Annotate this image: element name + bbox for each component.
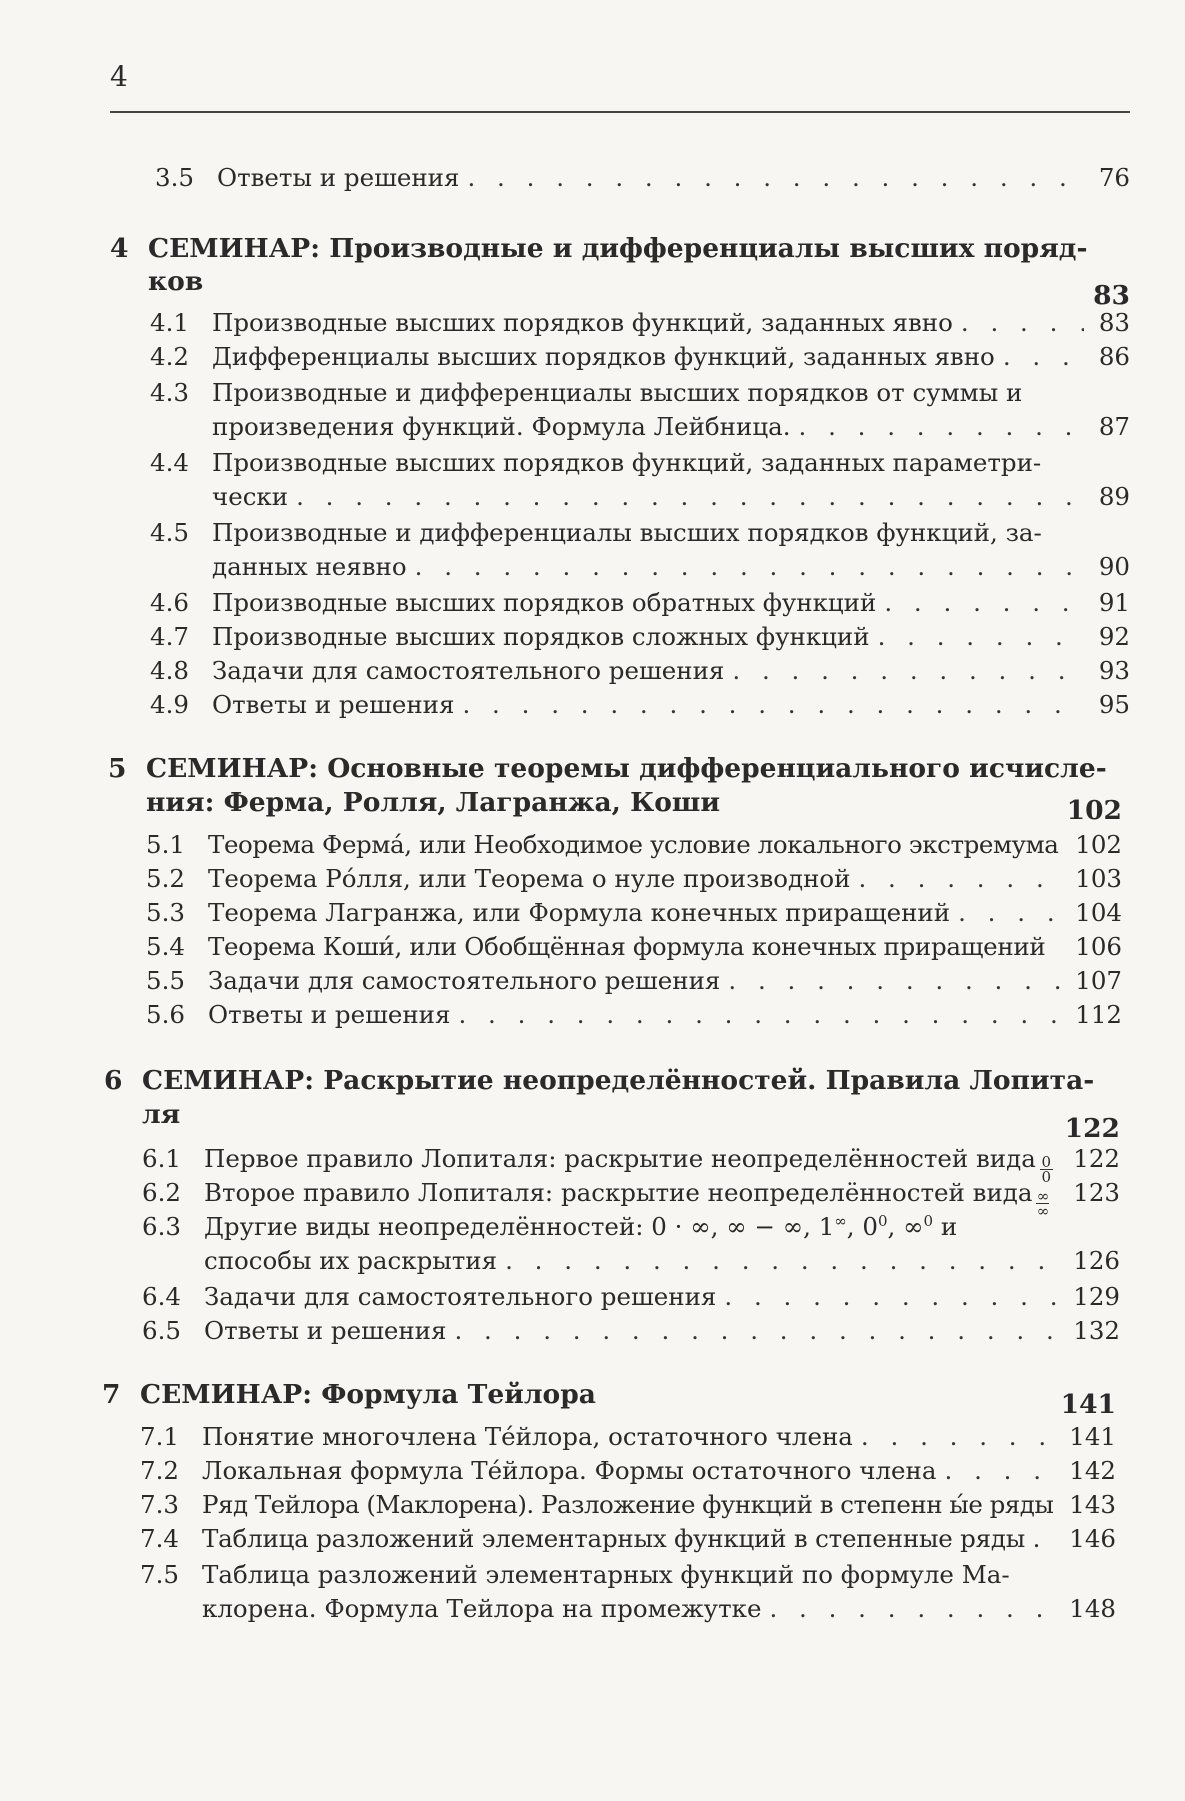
section-number: 4.6 [150,588,189,617]
toc-entry-4-5-line2[interactable] [212,550,1130,584]
chapter-title-cont: ния: Ферма, Ролля, Лагранжа, Коши [146,787,721,818]
section-number: 5.6 [146,1000,185,1029]
toc-entry-4-8[interactable] [150,654,1130,688]
page-ref: 122 [1073,1144,1120,1173]
toc-entry-6-3-line2[interactable] [204,1244,1120,1278]
page-ref: 141 [1069,1422,1116,1451]
section-title: Задачи для самостоятельного решения [204,1282,717,1311]
toc-entry-4-4-line2[interactable] [212,480,1130,514]
section-title: Другие виды неопределённостей: 0 · ∞, ∞ − ∞, 1∞, $0^0$, ∞$^0$ и [204,1211,958,1241]
dot-leader [799,410,1085,444]
section-title: Производные высших порядков обратных функций [212,588,877,617]
section-number: 4.2 [150,342,189,371]
toc-entry-4-9[interactable] [150,688,1130,722]
page-number: 4 [110,60,128,93]
section-number: 4.4 [150,448,189,477]
section-title: Ответы и решения [217,163,460,192]
dot-leader [1003,340,1084,374]
toc-entry-5-5[interactable] [146,964,1122,998]
dot-leader [462,688,1084,722]
section-title: Теорема Ферма́, или Необходимое условие локального экстремума [208,830,1059,859]
chapter-number: 6 [104,1065,123,1096]
dot-leader [458,998,1065,1032]
section-number: 4.5 [150,518,189,547]
page-ref: 143 [1069,1490,1116,1519]
section-title: Ответы и решения [204,1316,447,1345]
section-title: Задачи для самостоятельного решения [208,966,721,995]
section-title: Понятие многочлена Те́йлора, остаточного члена [202,1422,853,1451]
page-ref: 107 [1075,966,1122,995]
section-title: Теорема Ро́лля, или Теорема о нуле производной [208,864,851,893]
page-ref: 92 [1098,622,1130,651]
chapter-title: СЕМИНАР: Основные теоремы дифференциального исчисле- [146,753,1107,784]
section-number: 4.7 [150,622,189,651]
dot-leader [467,161,1084,195]
toc-entry-7-4[interactable] [140,1522,1116,1556]
toc-entry-7-2[interactable] [140,1454,1116,1488]
dot-leader [454,1314,1063,1348]
chapter-5-title-line1[interactable] [108,752,1107,786]
section-number: 5.4 [146,932,185,961]
page-ref: 91 [1098,588,1130,617]
toc-entry-7-3[interactable] [140,1488,1116,1522]
chapter-title-cont: ля [142,1099,181,1130]
page-ref: 87 [1098,412,1130,441]
dot-leader [958,896,1065,930]
chapter-title: СЕМИНАР: Раскрытие неопределённостей. Правила Лопита- [142,1065,1095,1096]
section-title: Производные и дифференциалы высших порядков от суммы и [212,378,1023,407]
toc-entry-3-5[interactable] [155,161,1130,195]
fraction-inf-over-inf: $\frac{\infty}{\infty}$ [1036,1187,1050,1220]
page-ref: 132 [1073,1316,1120,1345]
page-ref: 104 [1075,898,1122,927]
toc-entry-5-1[interactable] [146,828,1122,862]
toc-entry-4-4-line1[interactable] [150,446,1130,480]
section-number: 4.1 [150,308,189,337]
section-number: 7.4 [140,1524,179,1553]
page-ref: 89 [1098,482,1130,511]
section-title: Теорема Коши́, или Обобщённая формула конечных приращений [208,932,1046,961]
toc-entry-5-6[interactable] [146,998,1122,1032]
section-title: Производные высших порядков сложных функций [212,622,870,651]
section-number: 6.4 [142,1282,181,1311]
section-title: Ряд Тейлора (Маклорена). Разложение функций в степенн ы́е ряды [202,1490,1054,1519]
page-ref: 106 [1075,932,1122,961]
dot-leader [861,1420,1059,1454]
section-title: Задачи для самостоятельного решения [212,656,725,685]
toc-entry-4-3-line1[interactable] [150,376,1130,410]
toc-entry-7-1[interactable] [140,1420,1116,1454]
page-ref: 148 [1069,1594,1116,1623]
chapter-4-title-line1[interactable] [110,232,1095,266]
section-title: Теорема Лагранжа, или Формула конечных приращений [208,898,951,927]
dot-leader [878,620,1084,654]
chapter-4-title-line2[interactable] [148,265,1130,311]
section-number: 5.1 [146,830,185,859]
toc-entry-7-5-line1[interactable] [140,1558,1116,1592]
toc-entry-4-6[interactable] [150,586,1130,620]
section-number: 5.3 [146,898,185,927]
section-title: Локальная формула Те́йлора. Формы остаточного члена [202,1456,937,1485]
toc-entry-4-2[interactable] [150,340,1130,374]
page-ref: 102 [1075,830,1122,859]
page-ref: 93 [1098,656,1130,685]
page-ref: 95 [1098,690,1130,719]
dot-leader [884,586,1084,620]
page-ref: 112 [1075,1000,1122,1029]
section-number: 5.5 [146,966,185,995]
section-number: 7.2 [140,1456,179,1485]
section-number: 4.9 [150,690,189,719]
chapter-title-cont: ков [148,266,204,297]
page-ref: 90 [1098,552,1130,581]
section-number: 6.5 [142,1316,181,1345]
section-title: Производные высших порядков функций, заданных явно [212,308,953,337]
dot-leader [415,550,1084,584]
toc-entry-4-1[interactable] [150,306,1130,340]
toc-entry-5-3[interactable] [146,896,1122,930]
toc-entry-6-3-line1[interactable] [142,1210,1120,1244]
toc-entry-6-2[interactable] [142,1176,1120,1220]
dot-leader [858,862,1065,896]
section-title-cont: чески [212,482,289,511]
section-title-cont: произведения функций. Формула Лейбница. [212,412,791,441]
fraction-0-over-0: $\frac{0}{0}$ [1041,1153,1052,1186]
chapter-6-title-line1[interactable] [104,1064,1095,1098]
page-ref: 76 [1098,163,1130,192]
page-ref: 86 [1098,342,1130,371]
section-number: 6.3 [142,1212,181,1241]
section-number: 3.5 [155,163,194,192]
page-ref: 83 [1098,308,1130,337]
page-ref: 103 [1075,864,1122,893]
section-title: Таблица разложений элементарных функций в степенные ряды . [202,1524,1041,1553]
dot-leader [296,480,1084,514]
section-title-cont: способы их раскрытия [204,1246,498,1275]
section-number: 5.2 [146,864,185,893]
page-ref: 83 [1093,280,1130,311]
page-ref: 142 [1069,1456,1116,1485]
chapter-number: 5 [108,753,127,784]
chapter-title: СЕМИНАР: Производные и дифференциалы высших поряд- [148,233,1088,264]
section-number: 4.3 [150,378,189,407]
toc-entry-4-7[interactable] [150,620,1130,654]
page-ref: 102 [1066,795,1122,826]
section-number: 7.3 [140,1490,179,1519]
page-ref: 126 [1073,1246,1120,1275]
dot-leader [961,306,1084,340]
page-ref: 141 [1060,1389,1116,1420]
section-title-cont: данных неявно [212,552,407,581]
page-ref: 146 [1069,1524,1116,1553]
section-number: 6.1 [142,1144,181,1173]
toc-entry-6-4[interactable] [142,1280,1120,1314]
toc-entry-6-5[interactable] [142,1314,1120,1348]
section-title: Производные и дифференциалы высших порядков функций, за- [212,518,1042,547]
section-title-cont: клорена. Формула Тейлора на промежутке [202,1594,762,1623]
chapter-7-title[interactable] [102,1378,1116,1420]
toc-entry-5-2[interactable] [146,862,1122,896]
toc-entry-4-3-line2[interactable] [212,410,1130,444]
chapter-6-title-line2[interactable] [142,1098,1120,1144]
dot-leader [732,654,1084,688]
section-number: 7.1 [140,1422,179,1451]
page-ref: 129 [1073,1282,1120,1311]
toc-entry-4-5-line1[interactable] [150,516,1130,550]
chapter-number: 4 [110,233,129,264]
section-number: 4.8 [150,656,189,685]
section-title: Таблица разложений элементарных функций по формуле Ма- [202,1560,1010,1589]
toc-entry-5-4[interactable] [146,930,1122,964]
toc-entry-7-5-line2[interactable] [202,1592,1116,1626]
toc-entry-6-1[interactable] [142,1142,1120,1186]
section-title: Первое правило Лопиталя: раскрытие неопределённостей вида [204,1144,1036,1173]
section-title: Ответы и решения [208,1000,451,1029]
page-ref: 123 [1073,1178,1120,1207]
page-ref: 122 [1064,1113,1120,1144]
dot-leader [724,1280,1063,1314]
chapter-number: 7 [102,1379,121,1410]
section-title: Ответы и решения [212,690,455,719]
dot-leader [769,1592,1059,1626]
section-title: Производные высших порядков функций, заданных параметри- [212,448,1042,477]
dot-leader [728,964,1065,998]
section-title: Дифференциалы высших порядков функций, заданных явно [212,342,995,371]
dot-leader [505,1244,1063,1278]
section-title: Второе правило Лопиталя: раскрытие неопределённостей вида [204,1178,1033,1207]
section-number: 6.2 [142,1178,181,1207]
section-number: 7.5 [140,1560,179,1589]
dot-leader [945,1454,1060,1488]
chapter-5-title-line2[interactable] [146,786,1122,826]
chapter-title: СЕМИНАР: Формула Тейлора [140,1379,596,1410]
